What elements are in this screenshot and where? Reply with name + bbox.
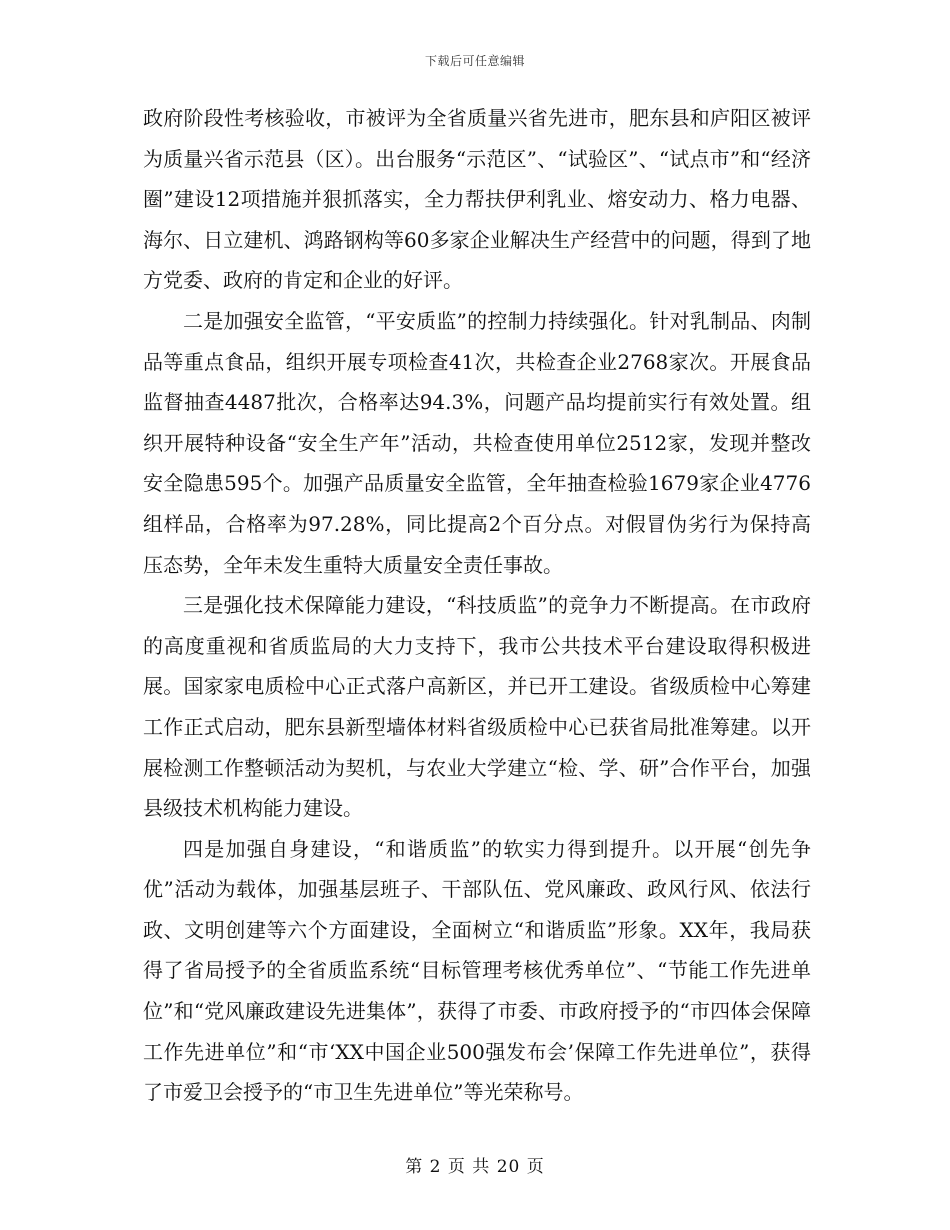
paragraph-technical-support: 三是强化技术保障能力建设，“科技质监”的竞争力不断提高。在市政府的高度重视和省质监局的大力支持下，我市公共技术平台建设取得积极进展。国家家电质检中心正式落户高新区，并已开工建设。省级质检中心筹建工作正式启动，肥东县新型墙体材料省级质检中心已获省局批准筹建。以开展检测工作整顿活动为契机，与农业大学建立“检、学、研”合作平台，加强县级技术机构能力建设。	[143, 593, 811, 821]
paragraph-safety-supervision: 二是加强安全监管，“平安质监”的控制力持续强化。针对乳制品、肉制品等重点食品，组织开展专项检查41次，共检查企业2768家次。开展食品监督抽查4487批次，合格率达94.3%，问题产品均提前实行有效处置。组织开展特种设备“安全生产年”活动，共检查使用单位2512家，发现并整改安全隐患595个。加强产品质量安全监管，全年抽查检验1679家企业4776组样品，合格率为97.28%，同比提高2个百分点。对假冒伪劣行为保持高压态势，全年未发生重特大质量安全责任事故。	[143, 308, 811, 577]
paragraph-self-construction: 四是加强自身建设，“和谐质监”的软实力得到提升。以开展“创先争优”活动为载体，加强基层班子、干部队伍、党风廉政、政风行风、依法行政、文明创建等六个方面建设，全面树立“和谐质监”形象。XX年，我局获得了省局授予的全省质监系统“目标管理考核优秀单位”、“节能工作先进单位”和“党风廉政建设先进集体”，获得了市委、市政府授予的“市四体会保障工作先进单位”和“市‘XX中国企业500强发布会’保障工作先进单位”，获得了市爱卫会授予的“市卫生先进单位”等光荣称号。	[143, 836, 811, 1105]
paragraph-continuation: 政府阶段性考核验收，市被评为全省质量兴省先进市，肥东县和庐阳区被评为质量兴省示范县（区）。出台服务“示范区”、“试验区”、“试点市”和“经济圈”建设12项措施并狠抓落实，全力帮扶伊利乳业、熔安动力、格力电器、海尔、日立建机、鸿路钢构等60多家企业解决生产经营中的问题，得到了地方党委、政府的肯定和企业的好评。	[143, 106, 811, 293]
page-header-note: 下载后可任意编辑	[424, 54, 525, 68]
page-number-footer: 第 2 页 共 20 页	[405, 1157, 545, 1177]
document-body	[143, 98, 811, 1113]
